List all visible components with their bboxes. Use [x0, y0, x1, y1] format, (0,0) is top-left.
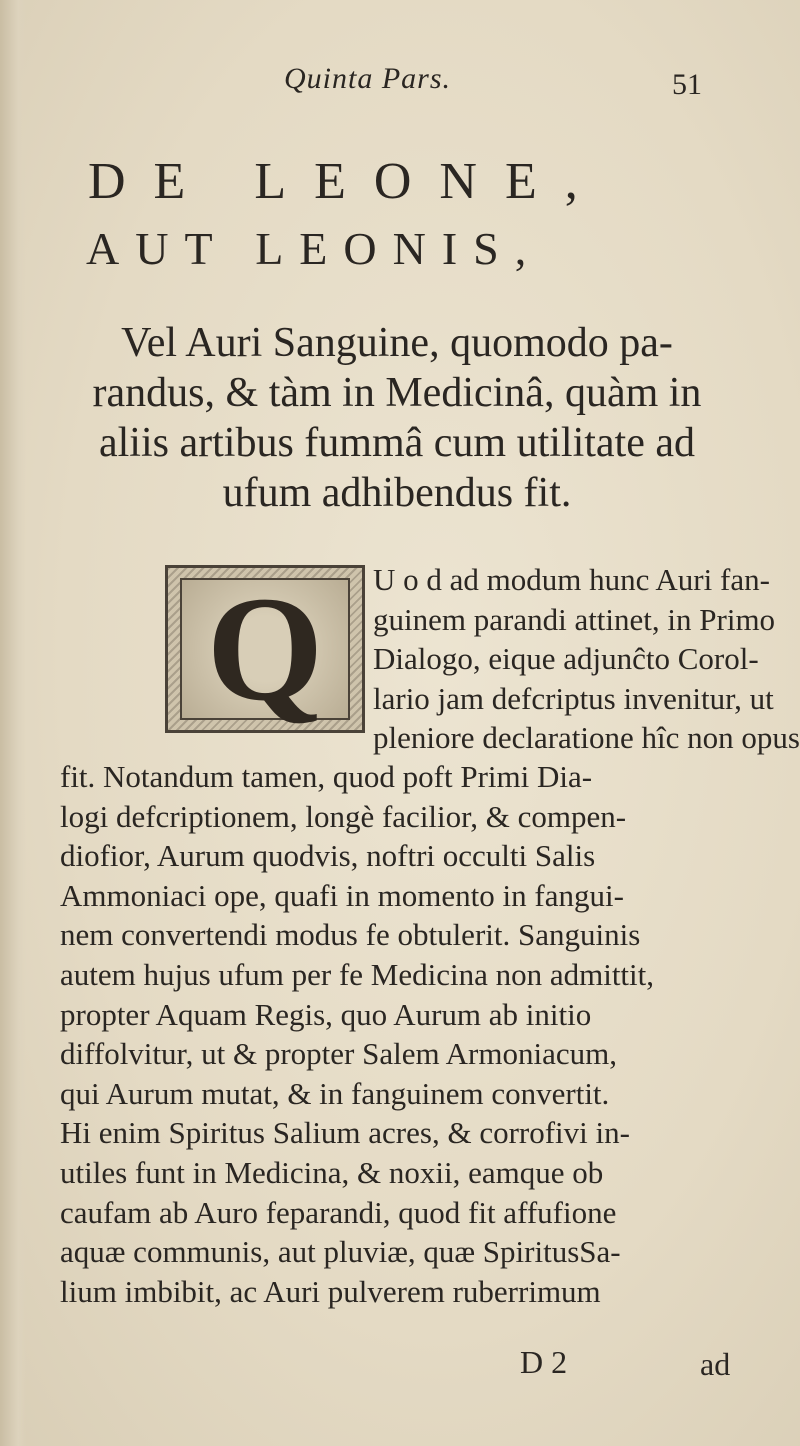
subtitle-line: Vel Auri Sanguine, quomodo pa- — [121, 320, 673, 366]
subtitle-line: aliis artibus fummâ cum utilitate ad — [98, 420, 696, 466]
text-line: caufam ab Auro feparandi, quod fit affufione — [60, 1194, 617, 1230]
text-line: Ammoniaci ope, quafi in momento in fangui- — [60, 877, 624, 913]
body-text — [168, 560, 800, 758]
text-line: aquæ communis, aut pluviæ, quæ SpiritusSa- — [60, 1234, 621, 1270]
text-line: Dialogo, eique adjunĉto Corol- — [373, 641, 759, 676]
chapter-subtitle — [62, 318, 732, 518]
text-line: U o d ad modum hunc Auri fan- — [373, 562, 770, 597]
text-line: logi defcriptionem, longè facilior, & compen- — [60, 798, 627, 834]
text-line: autem hujus ufum per fe Medicina non admittit, — [60, 956, 655, 992]
text-line: nem convertendi modus fe obtulerit. Sanguinis — [60, 917, 641, 953]
chapter-title-alt: AUT LEONIS, — [86, 223, 543, 274]
catchword: ad — [700, 1346, 731, 1382]
body-text-full — [60, 757, 760, 1311]
text-line: fit. Notandum tamen, quod poft Primi Dia- — [60, 759, 593, 794]
text-line: lium imbibit, ac Auri pulverem ruberrimum — [60, 1273, 601, 1309]
running-head: Quinta Pars. — [284, 62, 452, 95]
text-line: utiles funt in Medicina, & noxii, eamque ob — [60, 1154, 604, 1190]
text-line: diffolvitur, ut & propter Salem Armoniacum, — [60, 1036, 617, 1072]
full-lines — [60, 757, 760, 1311]
text-line: lario jam defcriptus invenitur, ut — [373, 680, 774, 716]
chapter-title: DE LEONE, — [88, 153, 606, 210]
binding-gutter — [0, 0, 26, 1446]
subtitle-line: ufum adhibendus fit. — [222, 470, 572, 516]
text-line: diofior, Aurum quodvis, noftri occulti Salis — [60, 838, 596, 874]
page-footer — [0, 1344, 800, 1384]
text-line: Hi enim Spiritus Salium acres, & corrofivi in- — [60, 1115, 630, 1151]
text-line: qui Aurum mutat, & in fanguinem convertit. — [60, 1075, 610, 1111]
text-line: pleniore declaratione hîc non opus — [373, 720, 800, 755]
signature-mark: D 2 — [520, 1344, 568, 1380]
subtitle-line: randus, & tàm in Medicinâ, quàm in — [92, 370, 702, 416]
text-line: guinem parandi attinet, in Primo — [373, 601, 776, 637]
initial-letter: Q — [206, 566, 324, 732]
page-number: 51 — [672, 68, 702, 101]
text-line: propter Aquam Regis, quo Aurum ab initio — [60, 996, 592, 1032]
indented-lines — [168, 560, 800, 758]
